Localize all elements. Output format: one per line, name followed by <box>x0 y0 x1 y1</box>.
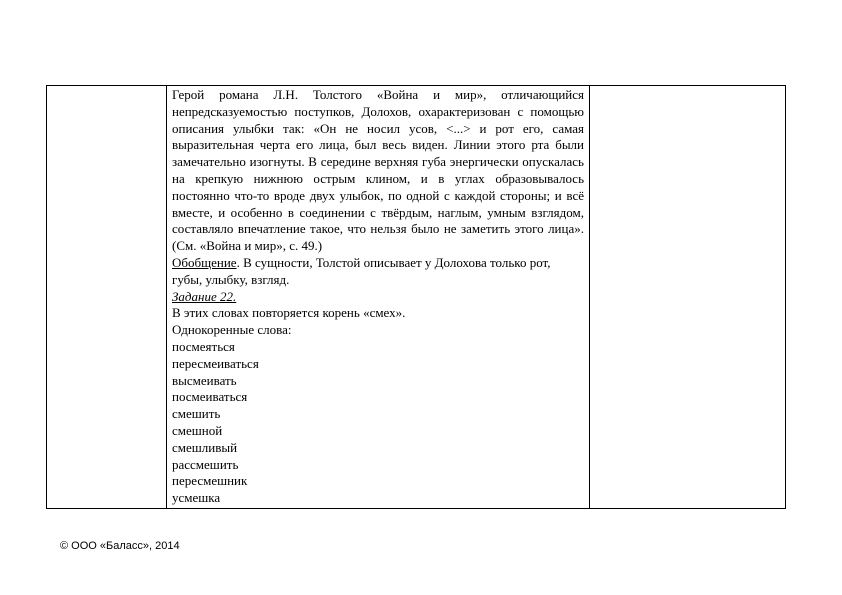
summary-line <box>172 255 584 272</box>
root-sentence: В этих словах повторяется корень «смех». <box>172 305 406 321</box>
word-item: смешливый <box>172 439 238 455</box>
word-item: рассмешить <box>172 456 239 472</box>
word-item: пересмешник <box>172 473 248 489</box>
task-title: Задание 22. <box>172 288 237 304</box>
summary-label: Обобщение <box>172 254 237 270</box>
word-item: усмешка <box>172 490 221 506</box>
summary-text: . В сущности, Толстой описывает у Долохова только рот, <box>236 254 551 270</box>
dolokhov-paragraph: Герой романа Л.Н. Толстого «Война и мир», отличающийся непредсказуемостью поступков, Долохов, охарактеризован с помощью описания улыбки так: «Он не носил усов, <...> и рот его, самая выразительная черта его лица, был весь виден. Линии этого рта были замечательно изогнуты. В середине верхняя губа энергически опускалась на крепкую нижнюю острым клином, и в углах образовывалось постоянно что-то вроде двух улыбок, по одной с каждой стороны; и всё вместе, и особенно в соединении с твёрдым, наглым, умным взглядом, составляло впечатление такое, что нельзя было не заметить этого лица». (См. «Война и мир», с. 49.) <box>172 87 584 254</box>
answer-cell <box>172 87 584 507</box>
word-item: посмеиваться <box>172 389 248 405</box>
word-item: смешить <box>172 406 221 422</box>
cognates-heading: Однокоренные слова: <box>172 322 292 338</box>
word-item: смешной <box>172 422 223 438</box>
content-table <box>46 85 786 509</box>
word-item: высмеивать <box>172 372 237 388</box>
copyright-footer: © ООО «Баласс», 2014 <box>60 540 180 552</box>
word-item: пересмеиваться <box>172 355 259 371</box>
column-divider <box>166 86 167 508</box>
word-item: посмеяться <box>172 338 235 354</box>
column-divider <box>589 86 590 508</box>
summary-line-continued: губы, улыбку, взгляд. <box>172 271 290 287</box>
